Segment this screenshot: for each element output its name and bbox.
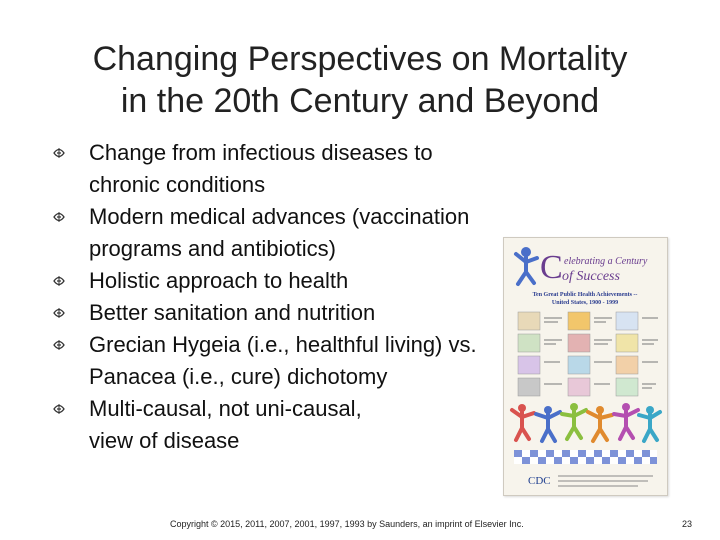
slide-title-line-1: Changing Perspectives on Mortality <box>92 40 628 78</box>
bullet-text-line-1: Modern medical advances (vaccination <box>89 204 470 229</box>
bullet-text-line-2: programs and antibiotics) <box>89 236 337 261</box>
bullet-item <box>52 265 492 297</box>
bullet-text-line-2: chronic conditions <box>89 172 266 197</box>
poster-subtitle-line-1: Ten Great Public Health Achievements -- <box>532 292 638 298</box>
bullet-icon <box>52 145 66 161</box>
bullet-text-line-1: Holistic approach to health <box>89 268 349 293</box>
poster-illustration <box>504 238 667 495</box>
cdc-logo: CDC <box>528 475 551 487</box>
poster-image <box>503 237 668 496</box>
bullet-item <box>52 297 492 329</box>
bullet-item <box>52 137 492 201</box>
bullet-text-line-1: Grecian Hygeia (i.e., healthful living) vs. <box>89 332 477 357</box>
bullet-item <box>52 393 492 457</box>
copyright-footer: Copyright © 2015, 2011, 2007, 2001, 1997, 1993 by Saunders, an imprint of Elsevier Inc. <box>170 519 524 529</box>
bullet-text-line-2: view of disease <box>89 428 240 453</box>
bullet-icon <box>52 209 66 225</box>
bullet-item <box>52 329 492 393</box>
bullet-text-line-2: Panacea (i.e., cure) dichotomy <box>89 364 388 389</box>
bullet-list <box>52 137 492 457</box>
bullet-text-line-1: Better sanitation and nutrition <box>89 300 376 325</box>
poster-initial-c: C <box>540 249 563 286</box>
person-figure-icon <box>516 247 537 284</box>
bullet-text-line-1: Multi-causal, not uni-causal, <box>89 396 362 421</box>
bullet-item <box>52 201 492 265</box>
checkered-band <box>514 450 657 464</box>
bullet-icon <box>52 273 66 289</box>
people-illustration <box>512 403 660 441</box>
bullet-text-line-1: Change from infectious diseases to <box>89 140 433 165</box>
bullet-icon <box>52 337 66 353</box>
page-number: 23 <box>682 519 693 529</box>
bullet-icon <box>52 401 66 417</box>
poster-title-line-1: elebrating a Century <box>564 256 648 267</box>
bullet-icon <box>52 305 66 321</box>
poster-title-line-2: of Success <box>562 269 620 284</box>
poster-subtitle-line-2: United States, 1900 - 1999 <box>551 300 619 306</box>
slide-title-line-2: in the 20th Century and Beyond <box>120 82 600 120</box>
achievement-tiles <box>518 312 658 396</box>
slide-title <box>40 38 680 122</box>
